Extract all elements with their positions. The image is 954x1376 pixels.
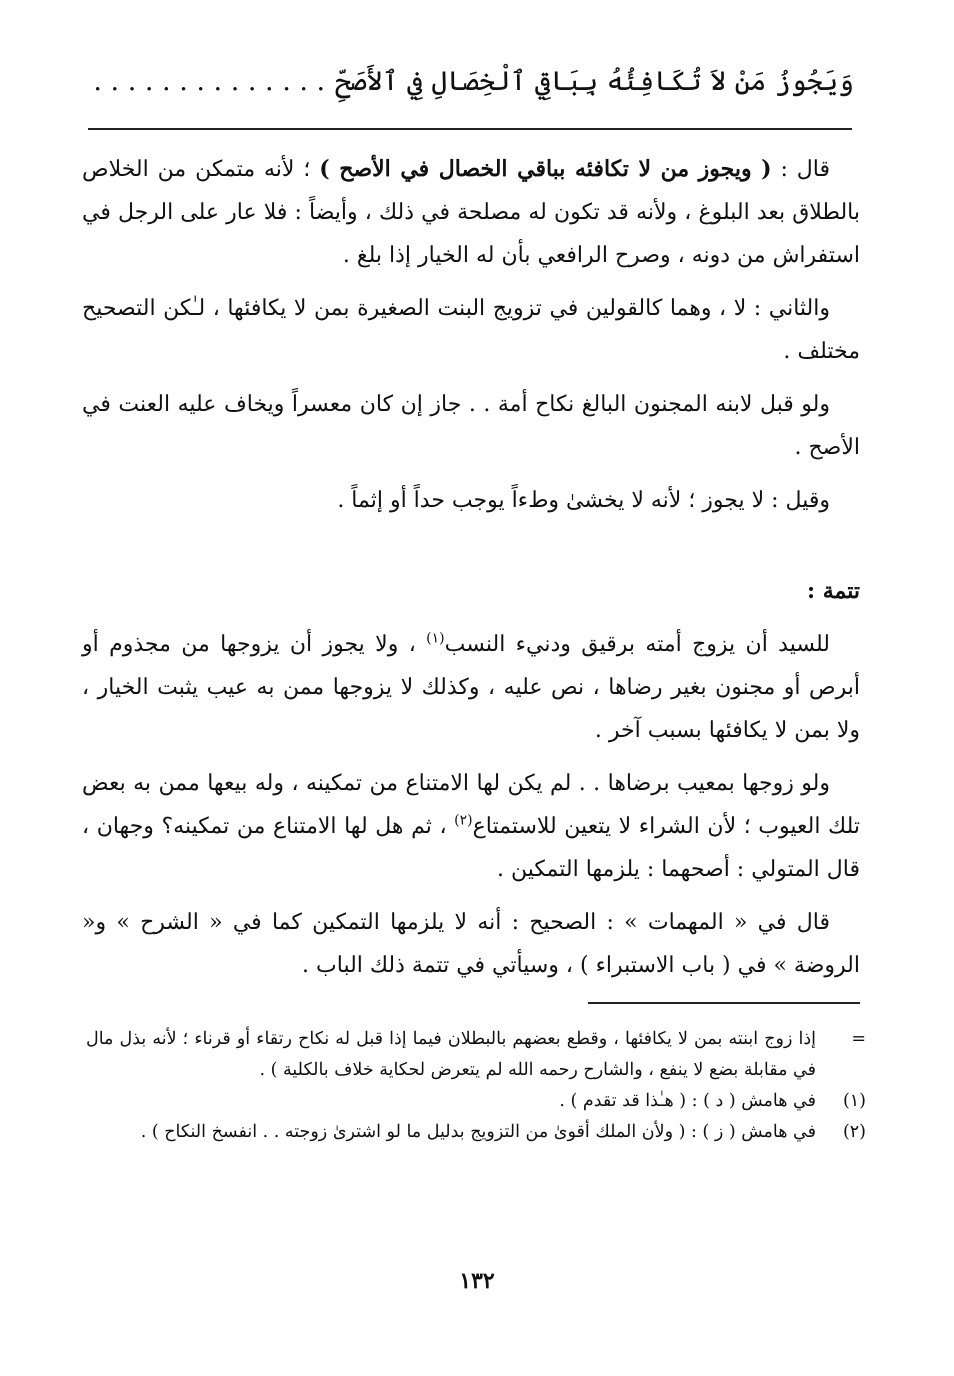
footnote-2 xyxy=(86,1117,866,1148)
section-title: تتمة : xyxy=(806,578,860,604)
page-number: ١٣٢ xyxy=(459,1268,495,1294)
paragraph-5 xyxy=(82,623,860,752)
paragraph-6 xyxy=(82,762,860,891)
paragraph-6-part-a: ولو زوجها بمعيب برضاها . . لم يكن لها الامتناع من تمكينه ، وله بيعها ممن به بعض تلك العيوب ؛ لأن الشراء لا يتعين للاستمتاع xyxy=(82,771,860,839)
footnotes xyxy=(86,1024,866,1148)
header-leader-dots: . . . . . . . . . . . . . . xyxy=(93,66,326,97)
paragraph-5-part-b: ، ولا يجوز أن يزوجها من مجذوم أو أبرص أو مجنون بغير رضاها ، نص عليه ، وكذلك لا يزوجها ممن به عيب يثبت الخيار ، ولا بمن لا يكافئها بسبب آخر . xyxy=(82,632,860,743)
matn-quote: ( ويجوز من لا تكافئه بباقي الخصال في الأصح ) xyxy=(319,156,772,182)
paragraph-2: والثاني : لا ، وهما كالقولين في تزويج البنت الصغيرة بمن لا يكافئها ، لـٰكن التصحيح مختلف . xyxy=(82,296,860,364)
running-header xyxy=(88,62,854,102)
footnote-text: إذا زوج ابنته بمن لا يكافئها ، وقطع بعضهم بالبطلان فيما إذا قبل له نكاح رتقاء أو قرناء ؛ لأنه بذل مال في مقابلة بضع لا ينفع ، والشارح رحمه الله لم يتعرض لحكاية خلاف بالكلية ) . xyxy=(86,1029,816,1080)
main-text xyxy=(82,148,860,997)
footnote-continuation xyxy=(86,1024,866,1086)
footnote-ref-1[interactable]: (١) xyxy=(426,630,445,647)
paragraph-5-part-a: للسيد أن يزوج أمته برقيق ودنيء النسب xyxy=(444,632,830,657)
footnote-mark: (١) xyxy=(842,1091,866,1111)
paragraph-1 xyxy=(82,148,860,277)
paragraph-1-lead: قال : xyxy=(771,157,831,182)
footnote-rule xyxy=(588,1002,860,1004)
footnote-text: في هامش ( ز ) : ( ولأن الملك أقوىٰ من التزويج بدليل ما لو اشترىٰ زوجته . . انفسخ النكاح ) . xyxy=(140,1122,816,1142)
footnote-mark: (٢) xyxy=(842,1122,866,1142)
header-rule xyxy=(88,128,852,130)
paragraph-7: قال في « المهمات » : الصحيح : أنه لا يلزمها التمكين كما في « الشرح » و« الروضة » في ( باب الاستبراء ) ، وسيأتي في تتمة ذلك الباب . xyxy=(82,910,860,978)
paragraph-3: ولو قبل لابنه المجنون البالغ نكاح أمة . . جاز إن كان معسراً ويخاف عليه العنت في الأصح . xyxy=(82,392,860,460)
footnote-1 xyxy=(86,1086,866,1117)
header-title: وَيَجُوزُ مَنْ لاَ تُكَافِئُهُ بِبَاقِي ٱلْخِصَالِ فِي ٱلأَصَحِّ xyxy=(335,66,854,97)
paragraph-6-part-b: ، ثم هل لها الامتناع من تمكينه؟ وجهان ، قال المتولي : أصحهما : يلزمها التمكين . xyxy=(82,814,860,882)
paragraph-4: وقيل : لا يجوز ؛ لأنه لا يخشىٰ وطءاً يوجب حداً أو إثماً . xyxy=(337,488,830,513)
footnote-text: في هامش ( د ) : ( هـٰذا قد تقدم ) . xyxy=(559,1091,816,1111)
paragraph-1-body: ؛ لأنه متمكن من الخلاص بالطلاق بعد البلوغ ، ولأنه قد تكون له مصلحة في ذلك ، وأيضاً : فلا عار على الرجل في استفراش من دونه ، وصرح الرافعي بأن له الخيار إذا بلغ . xyxy=(82,157,860,268)
footnote-mark: = xyxy=(851,1029,866,1049)
footnote-ref-2[interactable]: (٢) xyxy=(454,812,473,829)
